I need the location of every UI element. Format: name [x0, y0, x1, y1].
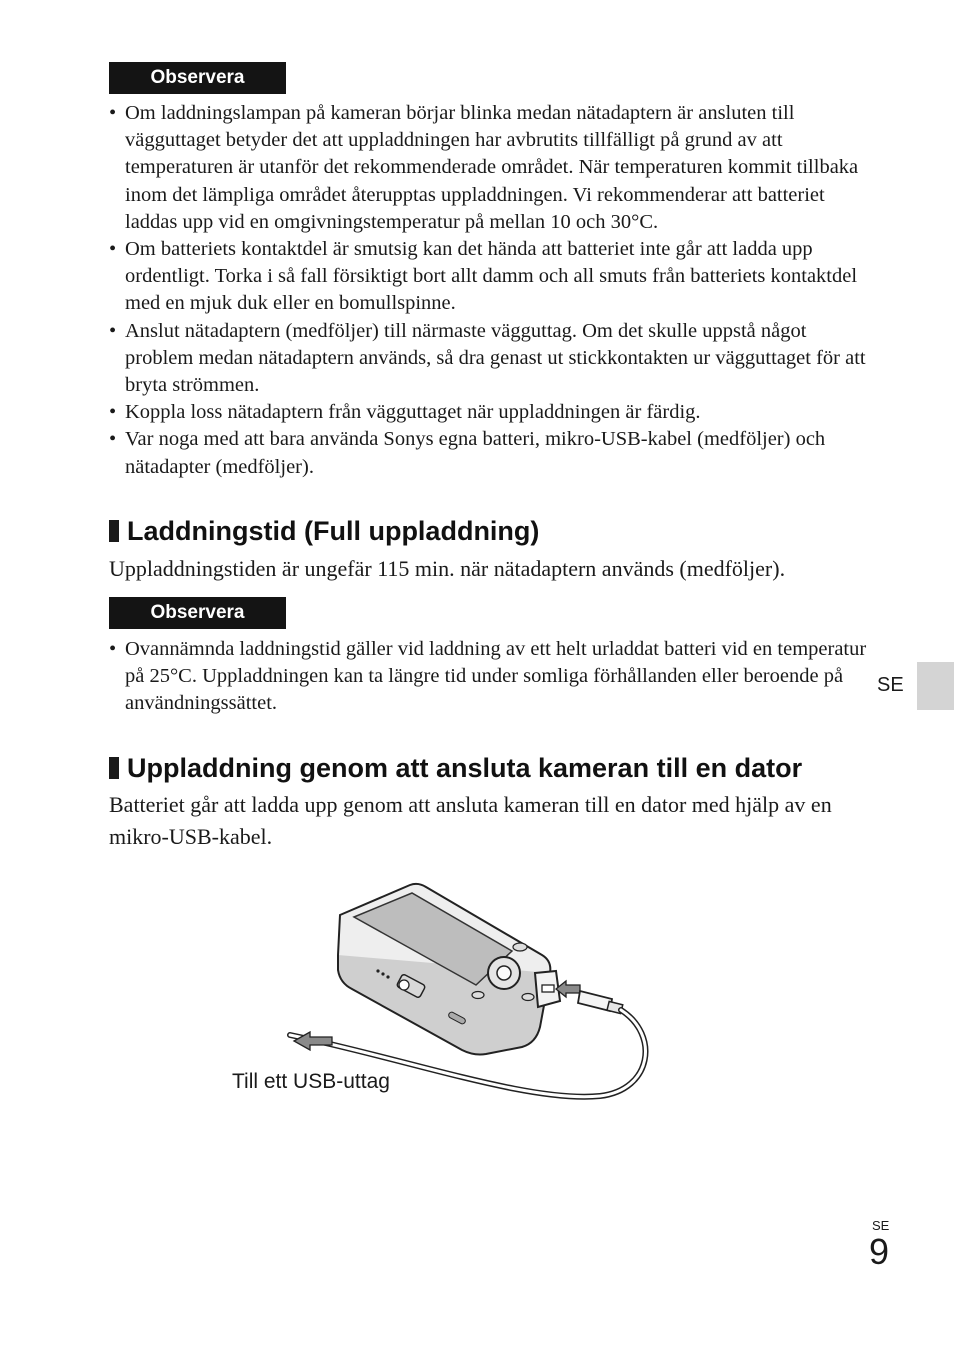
movie-button [513, 943, 527, 951]
section-body: Uppladdningstiden är ungefär 115 min. när nätadaptern används (medföljer). [109, 556, 786, 581]
section-heading: Uppladdning genom att ansluta kameran till en dator [109, 751, 802, 785]
usb-port [542, 985, 554, 992]
bullet: • [109, 428, 117, 451]
page-language: SE [872, 1218, 890, 1233]
bullet: • [109, 319, 117, 342]
note-item: • Var noga med att bara använda Sonys egna batteri, mikro-USB-kabel (medföljer) och nätadapter (medföljer). [109, 428, 826, 478]
menu-button [522, 994, 534, 1001]
note-item: • Om batteriets kontaktdel är smutsig kan det hända att batteriet inte går att ladda upp ordentligt. Torka i så fall försiktigt bort allt damm och all smuts från batteriets kontaktdel med en mjuk duk eller en bomullspinne. [109, 238, 858, 315]
section-heading: Laddningstid (Full uppladdning) [109, 514, 539, 548]
figure-caption: Till ett USB-uttag [232, 1070, 390, 1093]
speaker-dot [376, 969, 379, 972]
speaker-dot [381, 972, 384, 975]
speaker-dot [386, 975, 389, 978]
note-item: • Koppla loss nätadaptern från vägguttaget när uppladdningen är färdig. [109, 399, 869, 426]
section-body: Batteriet går att ladda upp genom att ansluta kameran till en dator med hjälp av en mikro-USB-kabel. [109, 792, 832, 849]
side-tab-label: SE [877, 674, 904, 696]
note-label: Observera [109, 597, 286, 629]
side-tab [917, 662, 954, 710]
bullet: • [109, 401, 117, 424]
playback-button [472, 992, 484, 999]
tripod-socket [399, 980, 409, 990]
bullet: • [109, 638, 117, 660]
heading-marker [109, 757, 119, 779]
bullet: • [109, 102, 117, 124]
note-label: Observera [109, 62, 286, 94]
notes-list [109, 636, 869, 718]
dial-center-button [497, 966, 511, 980]
note-item: • Om laddningslampan på kameran börjar blinka medan nätadaptern är ansluten till vägguttaget betyder det att uppladdningen har avbrutits tillfälligt på grund av att temperaturen är utanför det rekommenderade området. När temperaturen kommit tillbaka inom det lämpliga området återupptas uppladdningen. Vi rekommenderar att batteriet laddas upp vid en omgivningstemperatur på mellan 10 och 30°C. [109, 102, 859, 233]
note-item: • Ovannämnda laddningstid gäller vid laddning av ett helt urladdat batteri vid en temperatur på 25°C. Uppladdningen kan ta längre tid under somliga förhållanden eller beroende på användningssättet. [109, 638, 867, 715]
note-item: • Anslut nätadaptern (medföljer) till närmaste vägguttag. Om det skulle uppstå något problem medan nätadaptern används, så dra genast ut stickkontakten ur vägguttaget för att bryta strömmen. [109, 319, 866, 397]
bullet: • [109, 238, 117, 261]
notes-list [109, 100, 869, 481]
heading-marker [109, 520, 119, 542]
page-number: 9 [869, 1231, 890, 1272]
